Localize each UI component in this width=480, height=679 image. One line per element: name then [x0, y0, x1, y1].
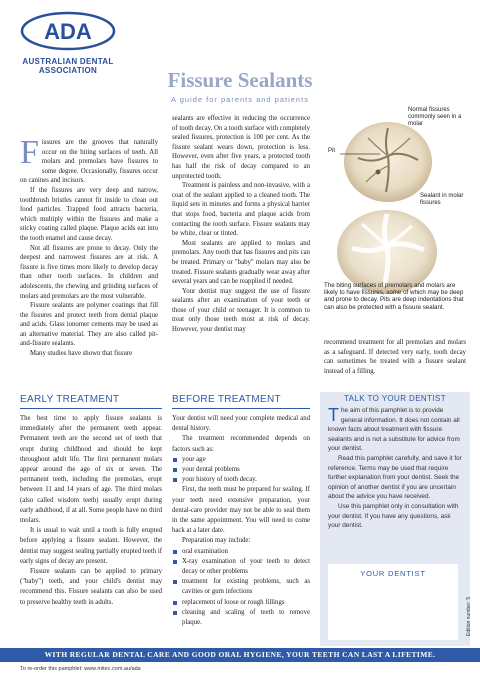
list-item: replacement of loose or rough fillings — [172, 598, 310, 608]
edition-number: Edition number: 5 — [466, 596, 472, 636]
footer-banner: WITH REGULAR DENTAL CARE AND GOOD ORAL HYGIENE, YOUR TEETH CAN LAST A LIFETIME. — [0, 648, 480, 662]
image-caption: The biting surfaces of premolars and molars are likely to have fissures, some of which may be deep and prone to decay. Pits are deep indentations that can also be protected with a fissure sealant. — [324, 282, 464, 311]
svg-text:ADA: ADA — [44, 19, 92, 44]
your-dentist-label: YOUR DENTIST — [360, 569, 426, 578]
before-paragraph: Your dentist will need your complete medical and dental history. — [172, 415, 310, 433]
sidebar-body — [328, 406, 464, 531]
preparation-list — [172, 547, 310, 629]
talk-to-dentist-sidebar — [320, 392, 470, 646]
list-item: oral examination — [172, 547, 310, 557]
before-treatment-heading: BEFORE TREATMENT — [172, 394, 310, 409]
factors-list — [172, 455, 310, 486]
tooth-images — [324, 104, 464, 304]
list-item: your history of tooth decay. — [172, 475, 310, 485]
pit-pointer-line — [340, 152, 380, 156]
list-item: your dental problems — [172, 465, 310, 475]
intro-paragraph: Fissure sealants are polymer coatings that fill the fissures and protect teeth from dental plaque and acids. Glass ionomer cements may be used as an alternative material. They are also called pit-and-fissure sealants. — [20, 302, 158, 348]
early-paragraph: It is usual to wait until a tooth is fully erupted before applying a fissure sealant. However, the dentist may suggest sealing partially erupted teeth if early signs of decay are present. — [20, 527, 162, 565]
label-sealant: Sealant in molar fissures — [420, 193, 464, 206]
your-dentist-box — [328, 564, 458, 640]
intro-paragraph: Most sealants are applied to molars and premolars. Any tooth that has fissures and pits can be treated. Primary or "baby" molars may also be treated. Fissure sealants gradually wear away after several years and can be reapplied if needed. — [172, 239, 310, 286]
list-item: X-ray examination of your teeth to detect decay or other problems — [172, 557, 310, 577]
intro-column-1 — [20, 134, 158, 359]
intro-paragraph: Treatment is painless and non-invasive, with a coat of the sealant applied to a cleaned tooth. The liquid sets in minutes and forms a physical barrier that stops food, bacteria and plaque acids from contacting the tooth surface. Fissure sealants may be white, clear or tinted. — [172, 182, 310, 238]
intro-paragraph: recommend treatment for all premolars and molars as a safeguard. If detected very early, tooth decay can sometimes be treated with a fissure sealant instead of a filling. — [324, 339, 466, 375]
early-paragraph: The best time to apply fissure sealants is immediately after the permanent teeth appear. Permanent teeth are the second set of teeth that erupt during childhood and should be kept throughout adult life. The first permanent molars appear around the age of six or seven. The permanent teeth, including the premolars, erupt between 11 and 14 years of age. The third molars (also called wisdom teeth) usually erupt during early adulthood, if at all. Some people have no third molars. — [20, 415, 162, 525]
intro-paragraph: Not all fissures are prone to decay. Only the deepest and narrowest fissures are at risk. A fissure is five times more likely to develop decay than other tooth surfaces. In children and adolescents, the chewing and grinding surfaces of molars and premolars are the most vulnerable. — [20, 244, 158, 300]
before-treatment-section — [172, 394, 310, 628]
sidebar-paragraph: Read this pamphlet carefully, and save it for reference. Terms may be used that require further explanation from your dentist. Seek the opinion of another dentist if you are uncertain about the advice you have received. — [328, 454, 462, 501]
intro-column-2 — [172, 114, 310, 335]
early-paragraph: Fissure sealants can be applied to primary ("baby") teeth, and your child's dentist may recommend this. Fissure sealants can also be used to preserve healthy teeth in adults. — [20, 568, 162, 606]
before-paragraph: The treatment recommended depends on factors such as: — [172, 435, 310, 453]
logo-line-2: ASSOCIATION — [38, 66, 98, 75]
early-treatment-section — [20, 394, 162, 608]
dropcap-letter: F — [20, 134, 39, 171]
sidebar-heading: TALK TO YOUR DENTIST — [343, 394, 447, 403]
list-item: your age — [172, 455, 310, 465]
label-pit: Pit — [328, 148, 336, 154]
early-treatment-heading: EARLY TREATMENT — [20, 394, 162, 409]
reorder-info: To re-order this pamphlet: www.mitec.com.au/ada — [20, 666, 141, 672]
page-subtitle: A guide for parents and patients — [171, 95, 309, 104]
ada-logo-mark — [18, 10, 118, 52]
intro-paragraph: If the fissures are very deep and narrow, toothbrush bristles cannot fit inside to clean out food particles. Trapped food attracts bacteria, which multiply within the fissures and make a sticky coating called plaque. Plaque acids eat into the tooth enamel and cause decay. — [20, 186, 158, 242]
page-title: Fissure Sealants — [167, 68, 313, 92]
logo-line-1: AUSTRALIAN DENTAL — [22, 57, 114, 66]
sidebar-dropcap: T — [328, 405, 339, 425]
before-treatment-body — [172, 414, 310, 628]
before-paragraph: First, the teeth must be prepared for sealing. If your teeth need extensive preparation, your dental-care provider may not be able to seal them in the same appointment. You will need to come back at a later date. — [172, 486, 310, 535]
sidebar-paragraph: The aim of this pamphlet is to provide general information. It does not contain all known facts about treatment with fissure sealants and is not a substitute for advice from your dentist. — [328, 405, 460, 453]
list-item: cleaning and scaling of teeth to remove plaque. — [172, 608, 310, 628]
intro-paragraph: Many studies have shown that fissure — [30, 350, 133, 358]
label-normal-fissures: Normal fissures commonly seen in a molar — [408, 107, 462, 127]
list-item: treatment for existing problems, such as cavities or gum infections — [172, 577, 310, 597]
ada-logo — [18, 10, 118, 75]
intro-paragraph: sealants are effective in reducing the occurrence of tooth decay. On a tooth surface with completely sealed fissures, protection is 100 per cent. As the fissure sealant wears down, protection is less. However, even after five years, a protected tooth has half the risk of decay compared to an unprotected tooth. — [172, 115, 310, 180]
intro-column-3 — [324, 338, 466, 376]
intro-paragraph: Your dentist may suggest the use of fissure sealants after an examination of your teeth or those of your child or teenager. It is common to treat only those teeth most at risk of decay. However, your dentist may — [172, 287, 310, 334]
early-treatment-body — [20, 414, 162, 608]
before-paragraph: Preparation may include: — [182, 537, 251, 545]
sidebar-paragraph: Use this pamphlet only in consultation with your dentist. If you have any questions, ask your dentist. — [328, 502, 459, 530]
intro-paragraph: Fissures are the grooves that naturally occur on the biting surfaces of teeth. All molars and premolars have fissures to some degree. Occasionally, fissures occur on canines and incisors. — [20, 134, 158, 185]
